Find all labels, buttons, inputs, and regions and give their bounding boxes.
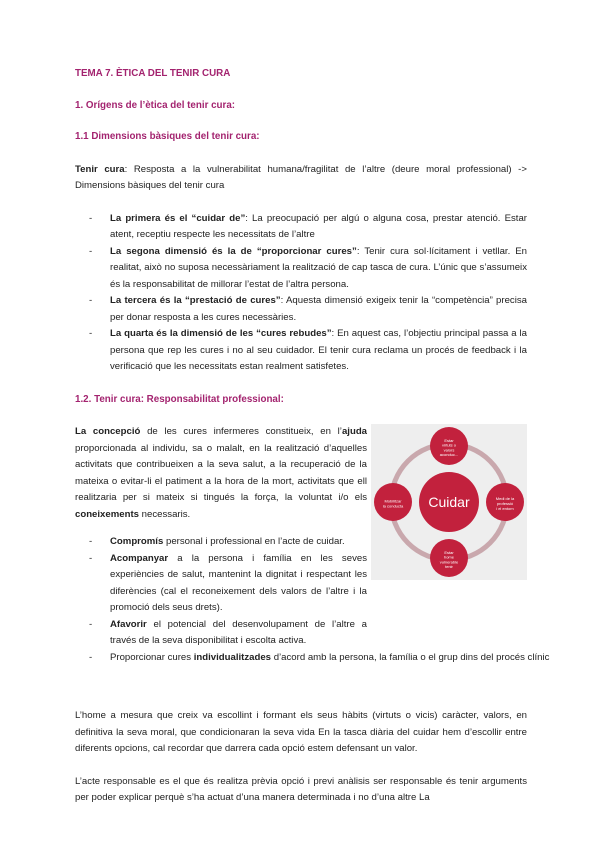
concept-paragraph [75,424,367,523]
list-item-text: a la persona i família en les seves experiències de salut, mantenint la dignitat i respectant les diferències (cal el reconeixement dels valors de l’altre i la promoció dels seus drets). [110,552,367,613]
list-item-text: Proporcionar cures [110,651,194,663]
intro-paragraph [75,162,527,195]
list-item-bold: individualitzades [193,651,272,663]
intro-text: : Resposta a la vulnerabilitat humana/fragilitat de l’altre (deure moral professional) -> Dimensions bàsiques del tenir cura [75,163,527,191]
diagram-label-line: Medi de la [495,496,515,502]
concept-text: necessaris. [139,508,191,520]
list-item [75,293,527,326]
list-item [75,617,367,650]
diagram-label-line: virtuts o [441,442,457,448]
diagram-label-line: home [443,554,455,560]
list-item-bold: La segona dimensió és la de “proporcionar cures” [110,245,357,257]
list-item-text: el potencial del desenvolupament de l’altre a través de la seva disponibilitat i escolta activa. [110,618,367,646]
section-heading-1-2: 1.2. Tenir cura: Responsabilitat professional: [75,393,284,405]
habits-paragraph: L’home a mesura que creix va escollint i formant els seus hàbits (virtuts o vicis) caràcter, valors, en definitiva la seva moral, que condicionaran la seva vida En la tasca diària del cuidar hem d’escollir entre diferents opcions, cal recordar que darrera cada opció estem defensant un valor. [75,710,527,754]
list-item [75,326,527,376]
list-item-text: d’acord amb la persona, la família o el grup dins del procés clínic [271,651,550,663]
responsible-act-paragraph: L’acte responsable es el que és realitza prèvia opció i previ anàlisis ser responsable és tenir arguments per poder explicar perquè s’ha actuat d’una manera determinada i no d’una altre La [75,775,527,803]
list-item [75,650,562,667]
list-item [75,551,367,617]
intro-term: Tenir cura [75,163,125,175]
list-item-text: personal i professional en l’acte de cuidar. [163,536,345,547]
diagram-label-line: tenir [445,564,453,570]
diagram-label-line: la conducta [382,503,404,509]
responsibility-block [75,424,550,692]
list-item-text: : La preocupació per algú o alguna cosa, prestar atenció. Estar atent, receptiu respecte les necessitats de l’altre [110,212,527,240]
list-item-bold: Acompanyar [110,552,169,564]
concept-text: de les cures infermeres constitueix, en l’ [140,426,342,437]
diagram-bottom-node [430,539,468,577]
list-item-text: : En aquest cas, l’objectiu principal passa a la persona que rep les cures i no al seu cuidador. El tenir cura reclama un procés de feedback i la verificació que les necessitats estan realment satisfetes. [110,328,527,372]
diagram-label-line: i el entorn [496,505,514,511]
list-item-text: : Tenir cura sol·lícitament i vetllar. En realitat, això no suposa necessàriament la realització de cap tasca de cura. L’únic que s’assumeix és la responsabilitat de millorar l’estat de l’altra persona. [110,245,527,290]
concept-bold: La concepció [75,426,141,437]
list-item-bold: La quarta és la dimensió de les “cures rebudes” [110,328,332,339]
document-title: TEMA 7. ÈTICA DEL TENIR CURA [75,68,231,79]
list-item-bold: Compromís [110,536,164,547]
diagram-label-line: Estar [444,437,454,443]
list-item [75,534,367,551]
concept-text: proporcionada al individu, sa o malalt, en la realització d’aquelles activitats que contribueixen a la seva salut, a la recuperació de la mateixa o evitar-li el patiment a la hora de la mort, activitats que ell realitzaria per si mateix si tingués la força, la voluntat i/o els [75,442,367,503]
diagram-label-line: vulnerable [439,559,459,565]
concept-bold: coneixements [75,508,139,520]
diagram-center-label: Cuidar [428,494,470,510]
diagram-label-line: Estar [444,549,454,555]
dimensions-list [75,211,527,376]
document-page [75,66,550,807]
section-heading-1: 1. Orígens de l’ètica del tenir cura: [75,99,236,111]
diagram-left-label [383,499,404,509]
list-item-bold: La primera és el “cuidar de” [110,212,246,224]
list-item-bold: Afavorir [110,618,147,630]
list-item-bold: La tercera és la “prestació de cures” [110,295,281,306]
section-heading-1-1: 1.1 Dimensions bàsiques del tenir cura: [75,131,260,142]
cuidar-diagram [371,424,527,580]
diagram-top-node [430,427,468,465]
diagram-left-node [374,483,412,521]
diagram-center-node [419,472,479,532]
diagram-right-label [496,496,515,511]
concept-bold: ajuda [341,426,368,437]
list-item [75,211,527,244]
diagram-label-line: aconduc... [439,452,459,458]
diagram-right-node [486,483,524,521]
diagram-label-line: Mobilitzar [384,498,402,504]
list-item [75,244,527,294]
diagram-label-line: professió [496,501,514,506]
diagram-label-line: valors [443,447,455,453]
list-item-text: : Aquesta dimensió exigeix tenir la “competència” precisa per donar resposta a les cures necessàries. [110,295,527,323]
